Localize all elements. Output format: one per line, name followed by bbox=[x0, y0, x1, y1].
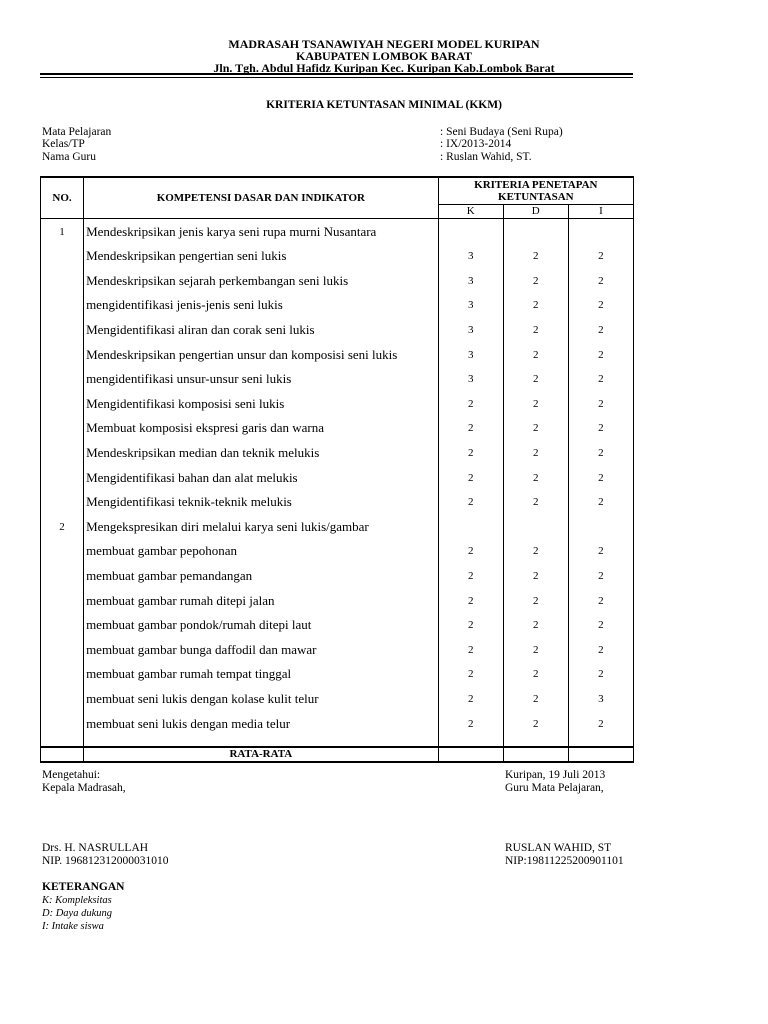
value-k: 2 bbox=[438, 465, 503, 490]
value-i: 2 bbox=[568, 244, 633, 269]
table-row bbox=[41, 269, 634, 294]
average-k bbox=[438, 747, 503, 762]
value-d: 2 bbox=[503, 342, 568, 367]
district-name: KABUPATEN LOMBOK BARAT bbox=[295, 49, 472, 63]
row-number bbox=[41, 638, 84, 663]
value-i: 2 bbox=[568, 490, 633, 515]
indicator-text: membuat gambar pepohonan bbox=[84, 539, 439, 564]
indicator-text: mengidentifikasi jenis-jenis seni lukis bbox=[84, 293, 439, 318]
row-number bbox=[41, 441, 84, 466]
teacher-title: Guru Mata Pelajaran, bbox=[505, 782, 604, 794]
value-k bbox=[438, 219, 503, 245]
row-number bbox=[41, 367, 84, 392]
value-k: 3 bbox=[438, 367, 503, 392]
table-row bbox=[41, 219, 634, 245]
subject-value: : Seni Budaya (Seni Rupa) bbox=[440, 126, 563, 138]
value-i: 3 bbox=[568, 687, 633, 712]
row-number bbox=[41, 490, 84, 515]
value-i: 2 bbox=[568, 416, 633, 441]
value-d: 2 bbox=[503, 564, 568, 589]
indicator-text: Mendeskripsikan sejarah perkembangan seni lukis bbox=[84, 269, 439, 294]
table-row bbox=[41, 490, 634, 515]
value-d: 2 bbox=[503, 244, 568, 269]
value-k: 2 bbox=[438, 539, 503, 564]
value-d: 2 bbox=[503, 269, 568, 294]
table-row bbox=[41, 662, 634, 687]
value-i bbox=[568, 515, 633, 540]
value-k: 2 bbox=[438, 711, 503, 736]
subject-label: Mata Pelajaran bbox=[42, 126, 112, 138]
value-k: 3 bbox=[438, 342, 503, 367]
value-i: 2 bbox=[568, 662, 633, 687]
legend-i: I: Intake siswa bbox=[42, 921, 104, 932]
value-i: 2 bbox=[568, 638, 633, 663]
header-rule-thin bbox=[40, 77, 633, 78]
header-d: D bbox=[503, 205, 568, 219]
value-k: 2 bbox=[438, 638, 503, 663]
value-k: 2 bbox=[438, 613, 503, 638]
row-number bbox=[41, 392, 84, 417]
value-k: 2 bbox=[438, 588, 503, 613]
table-row bbox=[41, 564, 634, 589]
class-value: : IX/2013-2014 bbox=[440, 138, 512, 150]
value-d: 2 bbox=[503, 318, 568, 343]
value-i: 2 bbox=[568, 588, 633, 613]
row-number bbox=[41, 342, 84, 367]
value-i: 2 bbox=[568, 392, 633, 417]
value-k: 3 bbox=[438, 293, 503, 318]
value-k: 2 bbox=[438, 490, 503, 515]
value-i: 2 bbox=[568, 318, 633, 343]
value-k: 3 bbox=[438, 269, 503, 294]
value-k: 2 bbox=[438, 392, 503, 417]
indicator-text: Mengidentifikasi bahan dan alat melukis bbox=[84, 465, 439, 490]
average-d bbox=[503, 747, 568, 762]
row-number bbox=[41, 539, 84, 564]
indicator-text: Membuat komposisi ekspresi garis dan warna bbox=[84, 416, 439, 441]
indicator-text: membuat gambar pemandangan bbox=[84, 564, 439, 589]
place-date: Kuripan, 19 Juli 2013 bbox=[505, 769, 606, 781]
document-title: KRITERIA KETUNTASAN MINIMAL (KKM) bbox=[266, 99, 502, 111]
indicator-text: Mendeskripsikan pengertian unsur dan komposisi seni lukis bbox=[84, 342, 439, 367]
teacher-value: : Ruslan Wahid, ST. bbox=[440, 151, 532, 163]
value-k: 2 bbox=[438, 662, 503, 687]
value-d: 2 bbox=[503, 588, 568, 613]
value-i: 2 bbox=[568, 342, 633, 367]
indicator-text: Mengidentifikasi komposisi seni lukis bbox=[84, 392, 439, 417]
indicator-text: Mendeskripsikan pengertian seni lukis bbox=[84, 244, 439, 269]
value-i: 2 bbox=[568, 613, 633, 638]
value-k: 2 bbox=[438, 687, 503, 712]
value-d: 2 bbox=[503, 711, 568, 736]
indicator-text: Mengidentifikasi aliran dan corak seni lukis bbox=[84, 318, 439, 343]
table-row bbox=[41, 687, 634, 712]
value-i: 2 bbox=[568, 539, 633, 564]
value-d: 2 bbox=[503, 539, 568, 564]
value-k: 3 bbox=[438, 244, 503, 269]
average-label: RATA-RATA bbox=[84, 747, 439, 762]
indicator-text: membuat gambar bunga daffodil dan mawar bbox=[84, 638, 439, 663]
header-no: NO. bbox=[41, 177, 84, 219]
header-criteria: KRITERIA PENETAPAN KETUNTASAN bbox=[438, 177, 633, 205]
table-row bbox=[41, 539, 634, 564]
value-i: 2 bbox=[568, 269, 633, 294]
value-d: 2 bbox=[503, 613, 568, 638]
principal-name: Drs. H. NASRULLAH bbox=[42, 842, 149, 854]
value-i bbox=[568, 219, 633, 245]
header-kompetensi: KOMPETENSI DASAR DAN INDIKATOR bbox=[84, 177, 439, 219]
table-row bbox=[41, 367, 634, 392]
indicator-text: Mengekspresikan diri melalui karya seni lukis/gambar bbox=[84, 515, 439, 540]
kkm-table-body bbox=[41, 219, 634, 736]
header-rule bbox=[40, 73, 633, 75]
row-number bbox=[41, 687, 84, 712]
table-row bbox=[41, 293, 634, 318]
school-name: MADRASAH TSANAWIYAH NEGERI MODEL KURIPAN bbox=[228, 37, 540, 51]
indicator-text: membuat seni lukis dengan kolase kulit telur bbox=[84, 687, 439, 712]
row-number bbox=[41, 293, 84, 318]
value-i: 2 bbox=[568, 441, 633, 466]
value-i: 2 bbox=[568, 711, 633, 736]
row-number: 1 bbox=[41, 219, 84, 245]
kkm-table bbox=[40, 176, 634, 763]
class-label: Kelas/TP bbox=[42, 138, 85, 150]
value-i: 2 bbox=[568, 564, 633, 589]
principal-title: Kepala Madrasah, bbox=[42, 782, 126, 794]
table-row bbox=[41, 342, 634, 367]
row-number bbox=[41, 662, 84, 687]
value-d: 2 bbox=[503, 293, 568, 318]
value-d: 2 bbox=[503, 490, 568, 515]
value-k: 2 bbox=[438, 564, 503, 589]
value-d: 2 bbox=[503, 392, 568, 417]
value-d bbox=[503, 219, 568, 245]
row-number bbox=[41, 465, 84, 490]
value-d: 2 bbox=[503, 638, 568, 663]
value-d: 2 bbox=[503, 662, 568, 687]
value-i: 2 bbox=[568, 293, 633, 318]
legend-title: KETERANGAN bbox=[42, 881, 125, 893]
table-row bbox=[41, 465, 634, 490]
table-row bbox=[41, 416, 634, 441]
header-k: K bbox=[438, 205, 503, 219]
legend-k: K: Kompleksitas bbox=[42, 895, 112, 906]
value-k bbox=[438, 515, 503, 540]
value-k: 2 bbox=[438, 441, 503, 466]
row-number bbox=[41, 588, 84, 613]
value-i: 2 bbox=[568, 367, 633, 392]
table-row bbox=[41, 441, 634, 466]
indicator-text: membuat gambar rumah ditepi jalan bbox=[84, 588, 439, 613]
table-row bbox=[41, 711, 634, 736]
table-row bbox=[41, 318, 634, 343]
row-number bbox=[41, 416, 84, 441]
indicator-text: Mengidentifikasi teknik-teknik melukis bbox=[84, 490, 439, 515]
teacher-label: Nama Guru bbox=[42, 151, 96, 163]
value-d: 2 bbox=[503, 441, 568, 466]
teacher-nip: NIP:19811225200901101 bbox=[505, 855, 624, 867]
value-d: 2 bbox=[503, 367, 568, 392]
row-number bbox=[41, 318, 84, 343]
value-d bbox=[503, 515, 568, 540]
table-row bbox=[41, 244, 634, 269]
row-number bbox=[41, 711, 84, 736]
value-k: 3 bbox=[438, 318, 503, 343]
value-i: 2 bbox=[568, 465, 633, 490]
row-number bbox=[41, 244, 84, 269]
school-address: Jln. Tgh. Abdul Hafidz Kuripan Kec. Kuripan Kab.Lombok Barat bbox=[213, 61, 555, 75]
row-number bbox=[41, 613, 84, 638]
average-i bbox=[568, 747, 633, 762]
table-row bbox=[41, 588, 634, 613]
table-row bbox=[41, 515, 634, 540]
legend-d: D: Daya dukung bbox=[42, 908, 112, 919]
indicator-text: membuat gambar pondok/rumah ditepi laut bbox=[84, 613, 439, 638]
teacher-name: RUSLAN WAHID, ST bbox=[505, 842, 612, 854]
table-row bbox=[41, 392, 634, 417]
indicator-text: Mendeskripsikan jenis karya seni rupa murni Nusantara bbox=[84, 219, 439, 245]
table-row bbox=[41, 638, 634, 663]
value-d: 2 bbox=[503, 465, 568, 490]
header-i: I bbox=[568, 205, 633, 219]
indicator-text: mengidentifikasi unsur-unsur seni lukis bbox=[84, 367, 439, 392]
row-number bbox=[41, 564, 84, 589]
principal-nip: NIP. 196812312000031010 bbox=[42, 855, 169, 867]
value-d: 2 bbox=[503, 416, 568, 441]
table-row bbox=[41, 613, 634, 638]
row-number: 2 bbox=[41, 515, 84, 540]
value-k: 2 bbox=[438, 416, 503, 441]
indicator-text: membuat gambar rumah tempat tinggal bbox=[84, 662, 439, 687]
acknowledged-label: Mengetahui: bbox=[42, 769, 101, 781]
indicator-text: Mendeskripsikan median dan teknik melukis bbox=[84, 441, 439, 466]
row-number bbox=[41, 269, 84, 294]
indicator-text: membuat seni lukis dengan media telur bbox=[84, 711, 439, 736]
value-d: 2 bbox=[503, 687, 568, 712]
